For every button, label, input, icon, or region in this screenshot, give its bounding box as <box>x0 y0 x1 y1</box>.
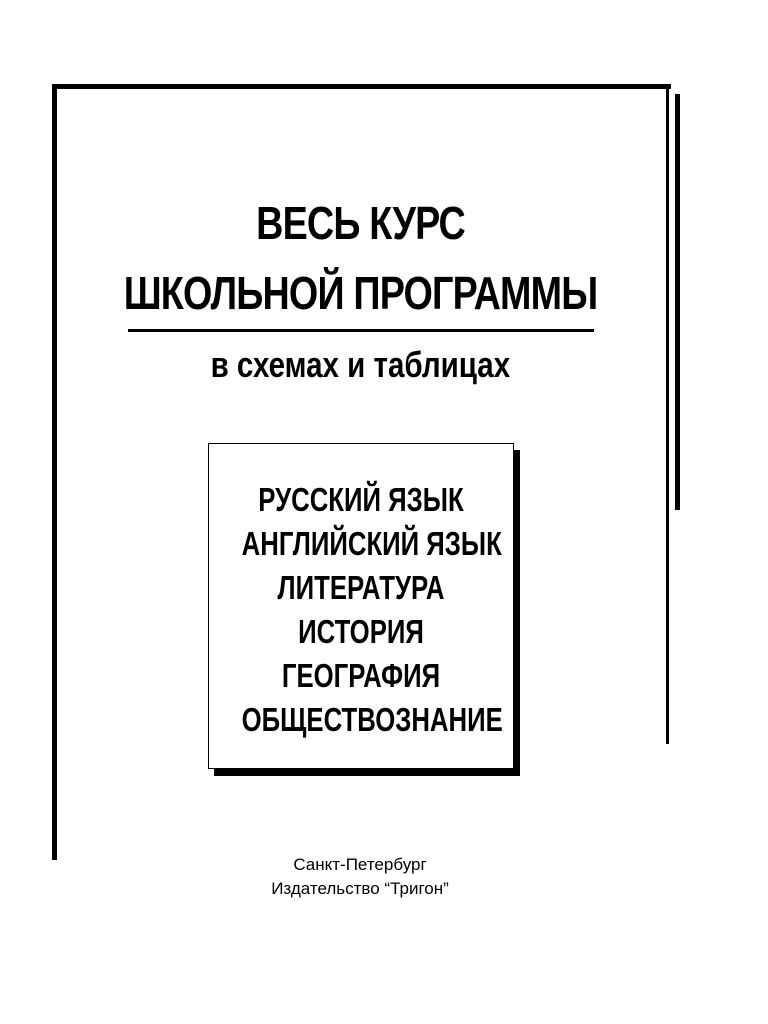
subject-item: АНГЛИЙСКИЙ ЯЗЫК <box>241 525 502 562</box>
subjects-list <box>208 478 514 742</box>
subject-item: ГЕОГРАФИЯ <box>281 657 441 694</box>
title-line-1: ВЕСЬ КУРС <box>256 197 465 249</box>
title-line-2: ШКОЛЬНОЙ ПРОГРАММЫ <box>123 267 598 319</box>
frame-left-line <box>52 84 57 860</box>
frame-right-outer-line <box>675 94 680 510</box>
subject-item: ЛИТЕРАТУРА <box>277 569 445 606</box>
title-divider <box>128 329 594 332</box>
publisher-city: Санкт-Петербург <box>293 855 427 874</box>
frame-right-inner-line <box>666 84 669 744</box>
subject-item: ОБЩЕСТВОЗНАНИЕ <box>241 701 503 738</box>
subtitle: в схемах и таблицах <box>210 344 511 385</box>
subject-item: ИСТОРИЯ <box>298 613 424 650</box>
frame-top-line <box>52 84 671 89</box>
publisher-name: Издательство “Тригон” <box>271 879 449 898</box>
subject-item: РУССКИЙ ЯЗЫК <box>258 481 464 518</box>
